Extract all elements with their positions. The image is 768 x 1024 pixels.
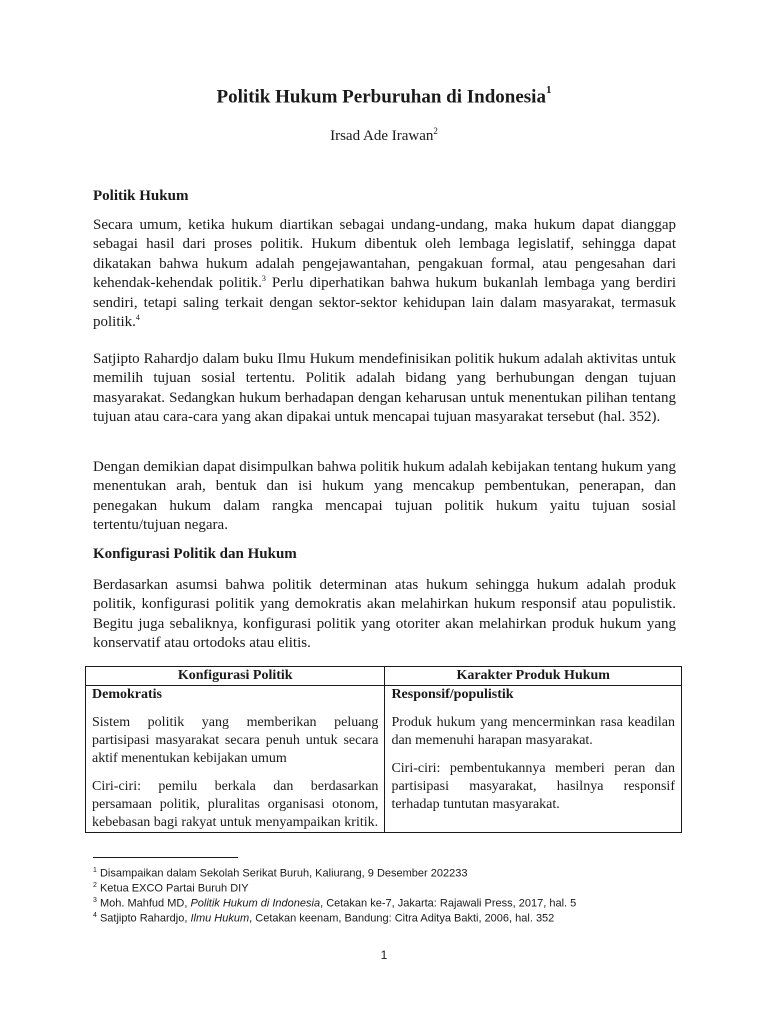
- footnote-text: , Cetakan ke-7, Jakarta: Rajawali Press, 2017, hal. 5: [320, 897, 577, 910]
- footnote-text: , Cetakan keenam, Bandung: Citra Aditya Bakti, 2006, hal. 352: [249, 912, 555, 925]
- paragraph-1: [93, 216, 676, 332]
- author-line: [0, 126, 768, 145]
- paragraph-2: Satjipto Rahardjo dalam buku Ilmu Hukum mendefinisikan politik hukum adalah aktivitas untuk memilih tujuan sosial tertentu. Politik adalah bidang yang berhubungan dengan tujuan masyarakat. Sedangkan hukum berhadapan dengan keharusan untuk menentukan pilihan tentang tujuan atau cara-cara yang akan dipakai untuk mencapai tujuan masyarakat tersebut (hal. 352).: [93, 351, 676, 426]
- footnote-number: 3: [93, 897, 97, 904]
- table-cell-demokratis: [86, 686, 385, 833]
- footnote-divider: [93, 857, 238, 858]
- footnote-4: [93, 908, 554, 927]
- author-footnote-ref: 2: [433, 126, 438, 136]
- footnote-number: 2: [93, 882, 97, 889]
- document-title: [0, 86, 768, 108]
- author-name: Irsad Ade Irawan: [330, 128, 434, 144]
- footnote-number: 4: [93, 912, 97, 919]
- cell-desc-responsif: Produk hukum yang mencerminkan rasa keadilan dan memenuhi harapan masyarakat.: [391, 715, 675, 748]
- cell-title-demokratis: Demokratis: [92, 687, 162, 702]
- table-row: [86, 686, 682, 833]
- footnote-book-title: Ilmu Hukum: [190, 912, 250, 925]
- cell-ciri-responsif: Ciri-ciri: pembentukannya memberi peran dan partisipasi masyarakat, hasilnya responsif terhadap tuntutan masyarakat.: [391, 761, 675, 812]
- title-text: Politik Hukum Perburuhan di Indonesia: [216, 86, 546, 108]
- cell-title-responsif: Responsif/populistik: [391, 687, 514, 702]
- table-header-row: [86, 667, 682, 686]
- table-header-konfigurasi: Konfigurasi Politik: [86, 667, 385, 686]
- footnote-text: Disampaikan dalam Sekolah Serikat Buruh, Kaliurang, 9 Desember 202233: [96, 867, 468, 880]
- cell-ciri-demokratis: Ciri-ciri: pemilu berkala dan berdasarkan persamaan politik, pluralitas organisasi otonom, kebebasan bagi rakyat untuk menyampaikan kritik.: [92, 779, 379, 830]
- paragraph-1-text-a: Secara umum, ketika hukum diartikan sebagai undang-undang, maka hukum dapat dianggap sebagai hasil dari proses politik. Hukum dibentuk oleh lembaga legislatif, sehingga dapat dikatakan bahwa hukum adalah pengejawantahan, pengakuan formal, atau pengesahan dari kehendak-kehendak politik.: [93, 217, 676, 292]
- cell-desc-demokratis: Sistem politik yang memberikan peluang partisipasi masyarakat secara penuh untuk secara aktif menentukan kebijakan umum: [92, 715, 379, 766]
- footnote-book-title: Politik Hukum di Indonesia: [190, 897, 321, 910]
- footnote-number: 1: [93, 867, 97, 874]
- section-heading-konfigurasi: Konfigurasi Politik dan Hukum: [93, 546, 297, 562]
- page-number: 1: [380, 948, 388, 962]
- footnote-ref-3: 3: [261, 274, 266, 284]
- paragraph-3: Dengan demikian dapat disimpulkan bahwa politik hukum adalah kebijakan tentang hukum yang menentukan arah, bentuk dan isi hukum yang mencakup pembentukan, penerapan, dan penegakan hukum dalam rangka mencapai tujuan politik hukum yaitu tujuan sosial tertentu/tujuan negara.: [93, 459, 676, 534]
- comparison-table: [85, 666, 682, 833]
- footnote-text: Satjipto Rahardjo,: [96, 912, 191, 925]
- table-header-karakter: Karakter Produk Hukum: [385, 667, 682, 686]
- paragraph-4: Berdasarkan asumsi bahwa politik determinan atas hukum sehingga hukum adalah produk politik, konfigurasi politik yang demokratis akan melahirkan hukum responsif atau populistik. Begitu juga sebaliknya, konfigurasi politik yang otoriter akan melahirkan produk hukum yang konservatif atau ortodoks atau elitis.: [93, 577, 676, 652]
- paragraph-1-text-b: Perlu diperhatikan bahwa hukum bukanlah lembaga yang berdiri sendiri, tetapi saling terkait dengan sektor-sektor kehidupan lain dalam masyarakat, termasuk politik.: [93, 275, 676, 331]
- table-cell-responsif: [385, 686, 682, 833]
- title-footnote-ref: 1: [545, 84, 552, 96]
- section-heading-politik-hukum: Politik Hukum: [93, 188, 189, 204]
- footnote-text: Ketua EXCO Partai Buruh DIY: [96, 882, 249, 895]
- footnote-text: Moh. Mahfud MD,: [96, 897, 191, 910]
- footnote-ref-4: 4: [135, 313, 140, 323]
